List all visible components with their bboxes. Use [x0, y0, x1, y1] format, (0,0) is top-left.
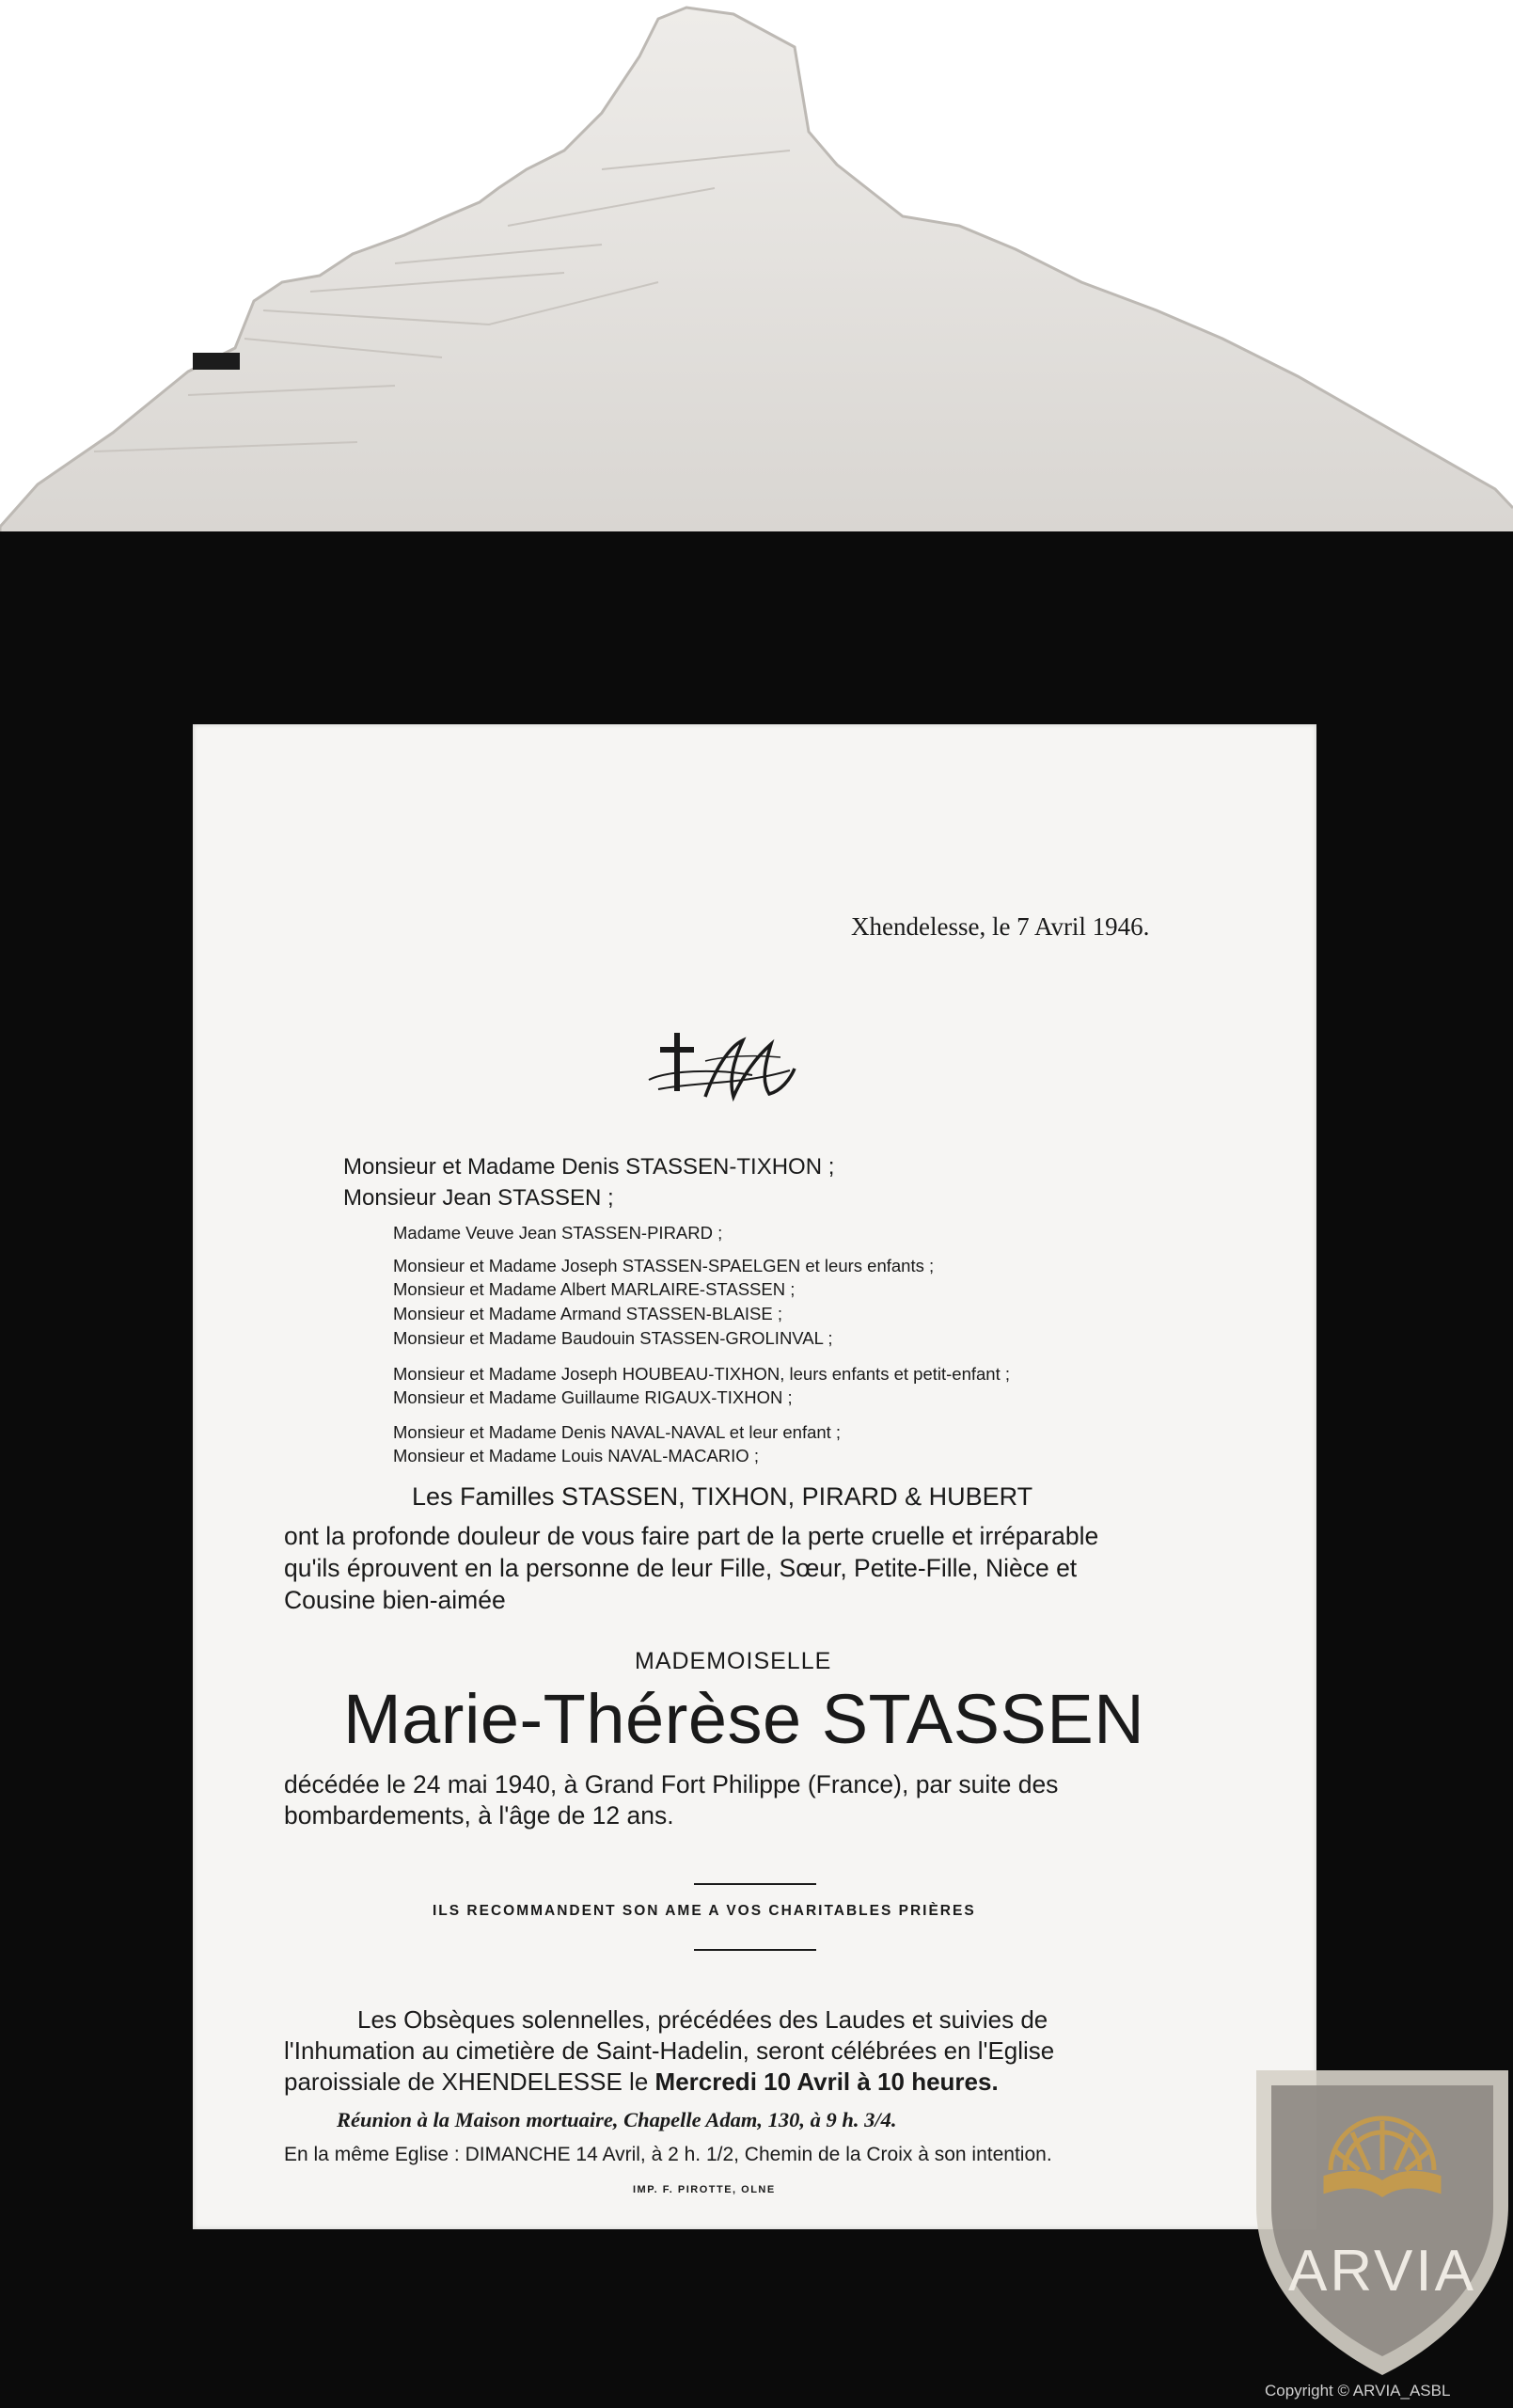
- copyright-notice: Copyright © ARVIA_ASBL: [1265, 2382, 1451, 2400]
- family-line: Monsieur et Madame Armand STASSEN-BLAISE ;: [393, 1304, 783, 1323]
- recommendation: ILS RECOMMANDENT SON AME A VOS CHARITABLES PRIÈRES: [433, 1903, 976, 1919]
- place-date: Xhendelesse, le 7 Avril 1946.: [851, 912, 1150, 941]
- announcement-line: qu'ils éprouvent en la personne de leur Fille, Sœur, Petite-Fille, Nièce et: [284, 1554, 1078, 1582]
- divider-top: [694, 1883, 816, 1885]
- funeral-date-time: Mercredi 10 Avril à 10 heures.: [654, 2067, 999, 2096]
- announcement-line: Cousine bien-aimée: [284, 1586, 506, 1614]
- announcement-line: ont la profonde douleur de vous faire part de la perte cruelle et irréparable: [284, 1522, 1099, 1550]
- death-line: bombardements, à l'âge de 12 ans.: [284, 1801, 674, 1830]
- family-line: Monsieur et Madame Albert MARLAIRE-STASSEN ;: [393, 1279, 796, 1299]
- printer-credit: IMP. F. PIROTTE, OLNE: [633, 2184, 776, 2195]
- mourner-line: Monsieur Jean STASSEN ;: [343, 1185, 614, 1211]
- family-line: Madame Veuve Jean STASSEN-PIRARD ;: [393, 1223, 723, 1243]
- mass-line: En la même Eglise : DIMANCHE 14 Avril, à 2 h. 1/2, Chemin de la Croix à son intention.: [284, 2144, 1052, 2165]
- deceased-name: Marie-Thérèse STASSEN: [343, 1680, 1145, 1758]
- honorific: MADEMOISELLE: [635, 1648, 832, 1674]
- funeral-line: [284, 2067, 999, 2097]
- mourning-card: [193, 724, 1316, 2229]
- funeral-line: l'Inhumation au cimetière de Saint-Hadelin, seront célébrées en l'Eglise: [284, 2036, 1055, 2065]
- funeral-line: Les Obsèques solennelles, précédées des Laudes et suivies de: [357, 2005, 1048, 2034]
- funeral-line-start: paroissiale de XHENDELESSE le: [284, 2067, 655, 2096]
- family-line: Monsieur et Madame Guillaume RIGAUX-TIXHON ;: [393, 1387, 793, 1407]
- family-line: Monsieur et Madame Louis NAVAL-MACARIO ;: [393, 1446, 759, 1465]
- family-line: Monsieur et Madame Baudouin STASSEN-GROLINVAL ;: [393, 1328, 833, 1348]
- families-line: Les Familles STASSEN, TIXHON, PIRARD & HUBERT: [412, 1482, 1033, 1511]
- death-line: décédée le 24 mai 1940, à Grand Fort Philippe (France), par suite des: [284, 1770, 1059, 1798]
- family-line: Monsieur et Madame Denis NAVAL-NAVAL et leur enfant ;: [393, 1422, 842, 1442]
- arvia-logo-text: ARVIA: [1288, 2239, 1476, 2304]
- arvia-logo: [1251, 2065, 1513, 2380]
- mourner-line: Monsieur et Madame Denis STASSEN-TIXHON ;: [343, 1154, 835, 1180]
- cross-monogram-icon: [639, 1023, 827, 1108]
- family-line: Monsieur et Madame Joseph STASSEN-SPAELGEN et leurs enfants ;: [393, 1256, 935, 1275]
- divider-bottom: [694, 1949, 816, 1951]
- family-line: Monsieur et Madame Joseph HOUBEAU-TIXHON, leurs enfants et petit-enfant ;: [393, 1364, 1011, 1384]
- reunion-line: Réunion à la Maison mortuaire, Chapelle Adam, 130, à 9 h. 3/4.: [337, 2108, 897, 2131]
- envelope-flap: [0, 0, 1513, 564]
